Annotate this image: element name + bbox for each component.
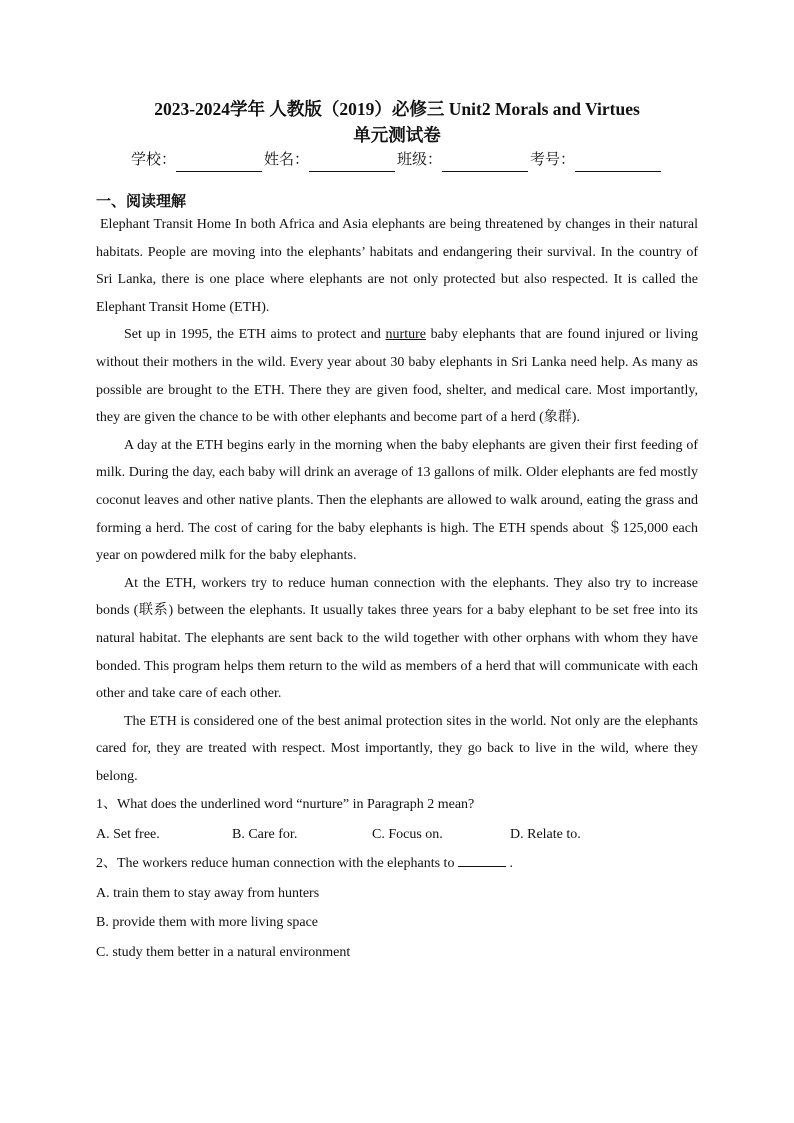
exam-number-blank[interactable] [575, 153, 661, 172]
page-title: 2023-2024学年 人教版（2019）必修三 Unit2 Morals and Virtues [154, 99, 640, 119]
option-b[interactable]: B. provide them with more living space [96, 915, 319, 931]
passage-paragraph-4: At the ETH, workers try to reduce human connection with the elephants. They also try to increase bonds (联系) between the elephants. It usually takes three years for a baby elephant to be set free into its natural habitat. The elephants are sent back to the wild together with other orphans with whom they have bonded. This program helps them return to the wild as members of a herd that will communicate with each other and take care of each other. [96, 575, 698, 702]
question-1-options [96, 820, 698, 850]
option-b[interactable]: B. Care for. [232, 826, 298, 842]
exam-number-label: 考号： [530, 152, 576, 168]
option-c[interactable]: C. Focus on. [372, 826, 443, 842]
question-1: 1、What does the underlined word “nurture” in Paragraph 2 mean? [96, 797, 475, 813]
passage-paragraph-3: A day at the ETH begins early in the morning when the baby elephants are given their first feeding of milk. During the day, each baby will drink an average of 13 gallons of milk. Older elephants are fed mostly coconut leaves and other native plants. Then the elephants are allowed to walk around, eating the grass and forming a herd. The cost of caring for the baby elephants is high. The ETH spends about ＄125,000 each year on powdered milk for the baby elephants. [96, 437, 698, 564]
class-blank[interactable] [442, 153, 528, 172]
school-label: 学校： [130, 152, 176, 168]
underlined-word: nurture [385, 327, 426, 343]
answer-blank[interactable] [458, 852, 506, 867]
student-info-row [96, 148, 698, 172]
passage-paragraph-2: Set up in 1995, the ETH aims to protect and nurture baby elephants that are found injured or living without their mothers in the wild. Every year about 30 baby elephants in Sri Lanka need help. As many as possible are brought to the ETH. There they are given food, shelter, and medical care. Most importantly, they are given the chance to be with other elephants and become part of a herd (象群). [96, 327, 698, 426]
page-subtitle: 单元测试卷 [353, 125, 441, 145]
option-a[interactable]: A. Set free. [96, 826, 160, 842]
reading-passage [96, 211, 698, 967]
option-a[interactable]: A. train them to stay away from hunters [96, 885, 320, 901]
passage-paragraph-1: Elephant Transit Home In both Africa and Asia elephants are being threatened by changes in their natural habitats. People are moving into the elephants’ habitats and endangering their survival. In the country of Sri Lanka, there is one place where elephants are not only protected but also respected. It is called the Elephant Transit Home (ETH). [96, 217, 698, 315]
name-label: 姓名： [263, 152, 309, 168]
class-label: 班级： [397, 152, 443, 168]
school-blank[interactable] [176, 153, 262, 172]
option-c[interactable]: C. study them better in a natural environment [96, 944, 351, 960]
name-blank[interactable] [309, 153, 395, 172]
question-2: 2、The workers reduce human connection with the elephants to . [96, 849, 698, 879]
section-heading: 一、阅读理解 [96, 194, 187, 210]
passage-paragraph-5: The ETH is considered one of the best animal protection sites in the world. Not only are the elephants cared for, they are treated with respect. Most importantly, they go back to live in the wild, where they belong. [96, 713, 698, 784]
option-d[interactable]: D. Relate to. [510, 826, 581, 842]
